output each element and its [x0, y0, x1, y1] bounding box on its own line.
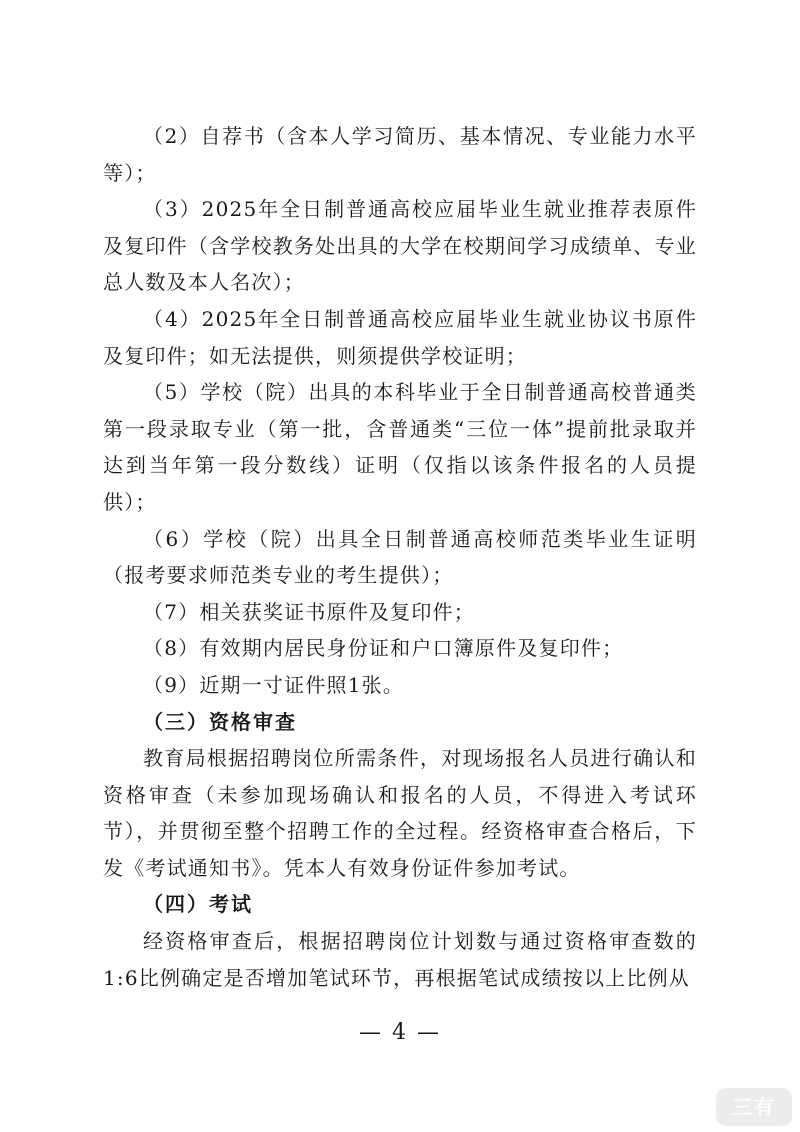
section-heading-exam: （四）考试	[143, 892, 253, 917]
list-item-2: （2）自荐书（含本人学习简历、基本情况、专业能力水平等）；	[103, 124, 697, 185]
section-heading-qualification-review: （三）资格审查	[143, 709, 297, 734]
list-item-7: （7）相关获奖证书原件及复印件；	[143, 599, 475, 624]
document-body	[103, 118, 697, 996]
list-item-4: （4）2025年全日制普通高校应届毕业生就业协议书原件及复印件；如无法提供，则须提供学校证明；	[103, 306, 697, 368]
list-item-6: （6）学校（院）出具全日制普通高校师范类毕业生证明（报考要求师范类专业的考生提供）；	[103, 526, 697, 588]
body-paragraph-review: 教育局根据招聘岗位所需条件，对现场报名人员进行确认和资格审查（未参加现场确认和报名的人员，不得进入考试环节），并贯彻至整个招聘工作的全过程。经资格审查合格后，下发《考试通知书》。凭本人有效身份证件参加考试。	[103, 746, 697, 880]
body-paragraph-exam: 经资格审查后，根据招聘岗位计划数与通过资格审查数的1:6比例确定是否增加笔试环节，再根据笔试成绩按以上比例从	[103, 929, 697, 990]
watermark-logo: 三有	[716, 1088, 792, 1126]
page-number: — 4 —	[359, 1020, 441, 1045]
list-item-3: （3）2025年全日制普通高校应届毕业生就业推荐表原件及复印件（含学校教务处出具的大学在校期间学习成绩单、专业总人数及本人名次）；	[103, 197, 697, 295]
list-item-9: （9）近期一寸证件照1张。	[143, 672, 405, 697]
list-item-8: （8）有效期内居民身份证和户口簿原件及复印件；	[143, 636, 624, 661]
list-item-5: （5）学校（院）出具的本科毕业于全日制普通高校普通类第一段录取专业（第一批，含普通类“三位一体”提前批录取并达到当年第一段分数线）证明（仅指以该条件报名的人员提供）；	[103, 380, 697, 514]
